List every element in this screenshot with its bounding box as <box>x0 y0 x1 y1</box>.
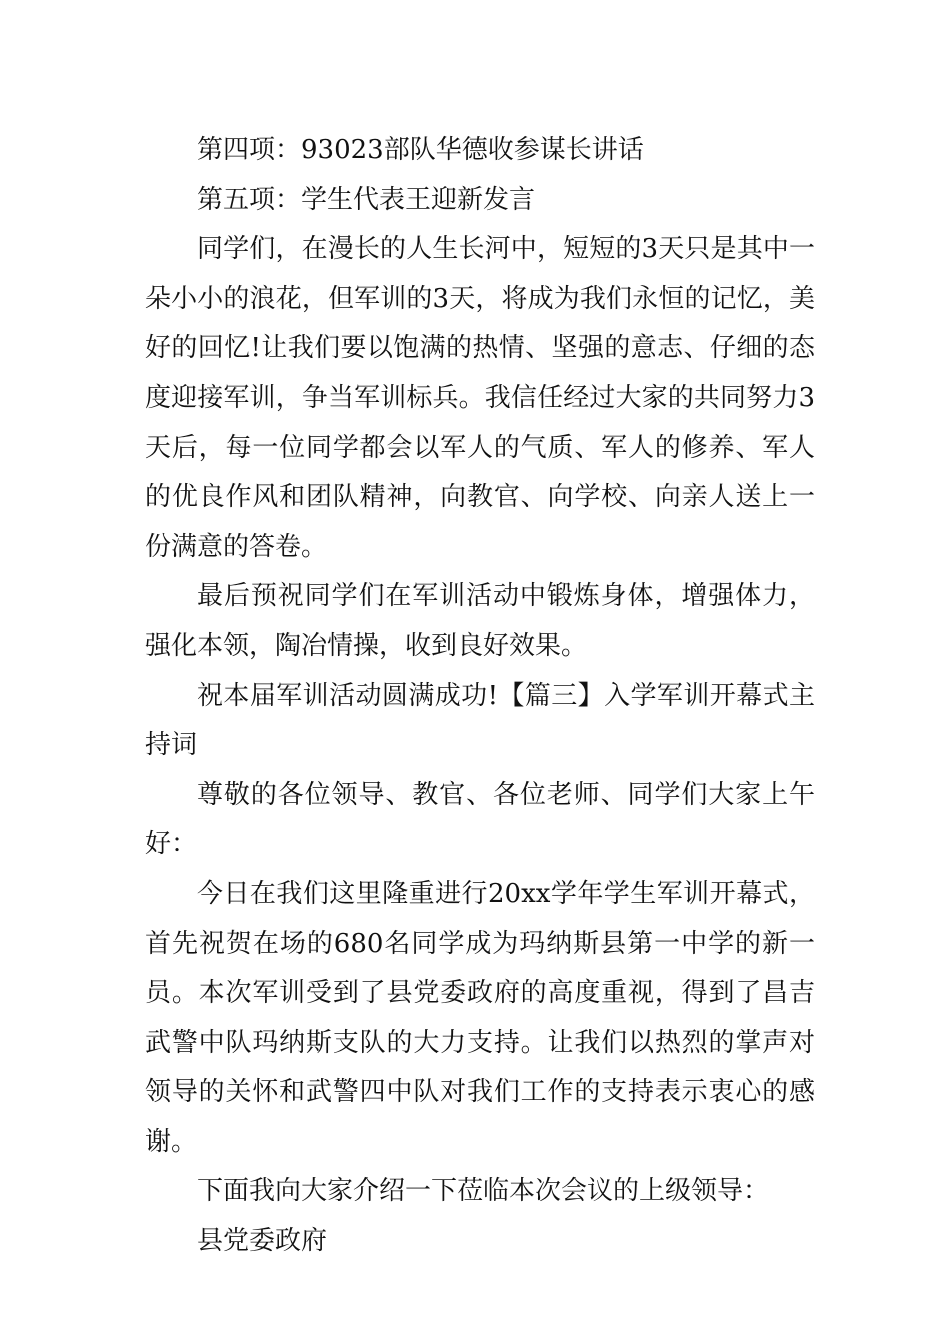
document-body <box>145 126 815 1267</box>
paragraph-agenda-item-5: 第五项：学生代表王迎新发言 <box>197 184 536 215</box>
paragraph-student-speech: 同学们，在漫长的人生长河中，短短的3天只是其中一朵小小的浪花，但军训的3天，将成为我们永恒的记忆，美好的回忆!让我们要以饱满的热情、坚强的意志、仔细的态度迎接军训，争当军训标兵。我信任经过大家的共同努力3天后，每一位同学都会以军人的气质、军人的修养、军人的优良作风和团队精神，向教官、向学校、向亲人送上一份满意的答卷。 <box>145 234 815 562</box>
paragraph-section-heading: 祝本届军训活动圆满成功!【篇三】入学军训开幕式主持词 <box>145 680 815 761</box>
paragraph-greeting: 尊敬的各位领导、教官、各位老师、同学们大家上午好： <box>145 779 815 860</box>
paragraph-county-government: 县党委政府 <box>197 1226 328 1257</box>
paragraph-introduce-leaders: 下面我向大家介绍一下莅临本次会议的上级领导： <box>197 1176 770 1207</box>
paragraph-closing-wish: 最后预祝同学们在军训活动中锻炼身体，增强体力，强化本领，陶冶情操，收到良好效果。 <box>145 581 815 661</box>
paragraph-opening-remarks: 今日在我们这里隆重进行20xx学年学生军训开幕式，首先祝贺在场的680名同学成为玛纳斯县第一中学的新一员。本次军训受到了县党委政府的高度重视，得到了昌吉武警中队玛纳斯支队的大力支持。让我们以热烈的掌声对领导的关怀和武警四中队对我们工作的支持表示衷心的感谢。 <box>145 878 815 1157</box>
paragraph-agenda-item-4: 第四项：93023部队华德收参谋长讲话 <box>197 135 644 165</box>
